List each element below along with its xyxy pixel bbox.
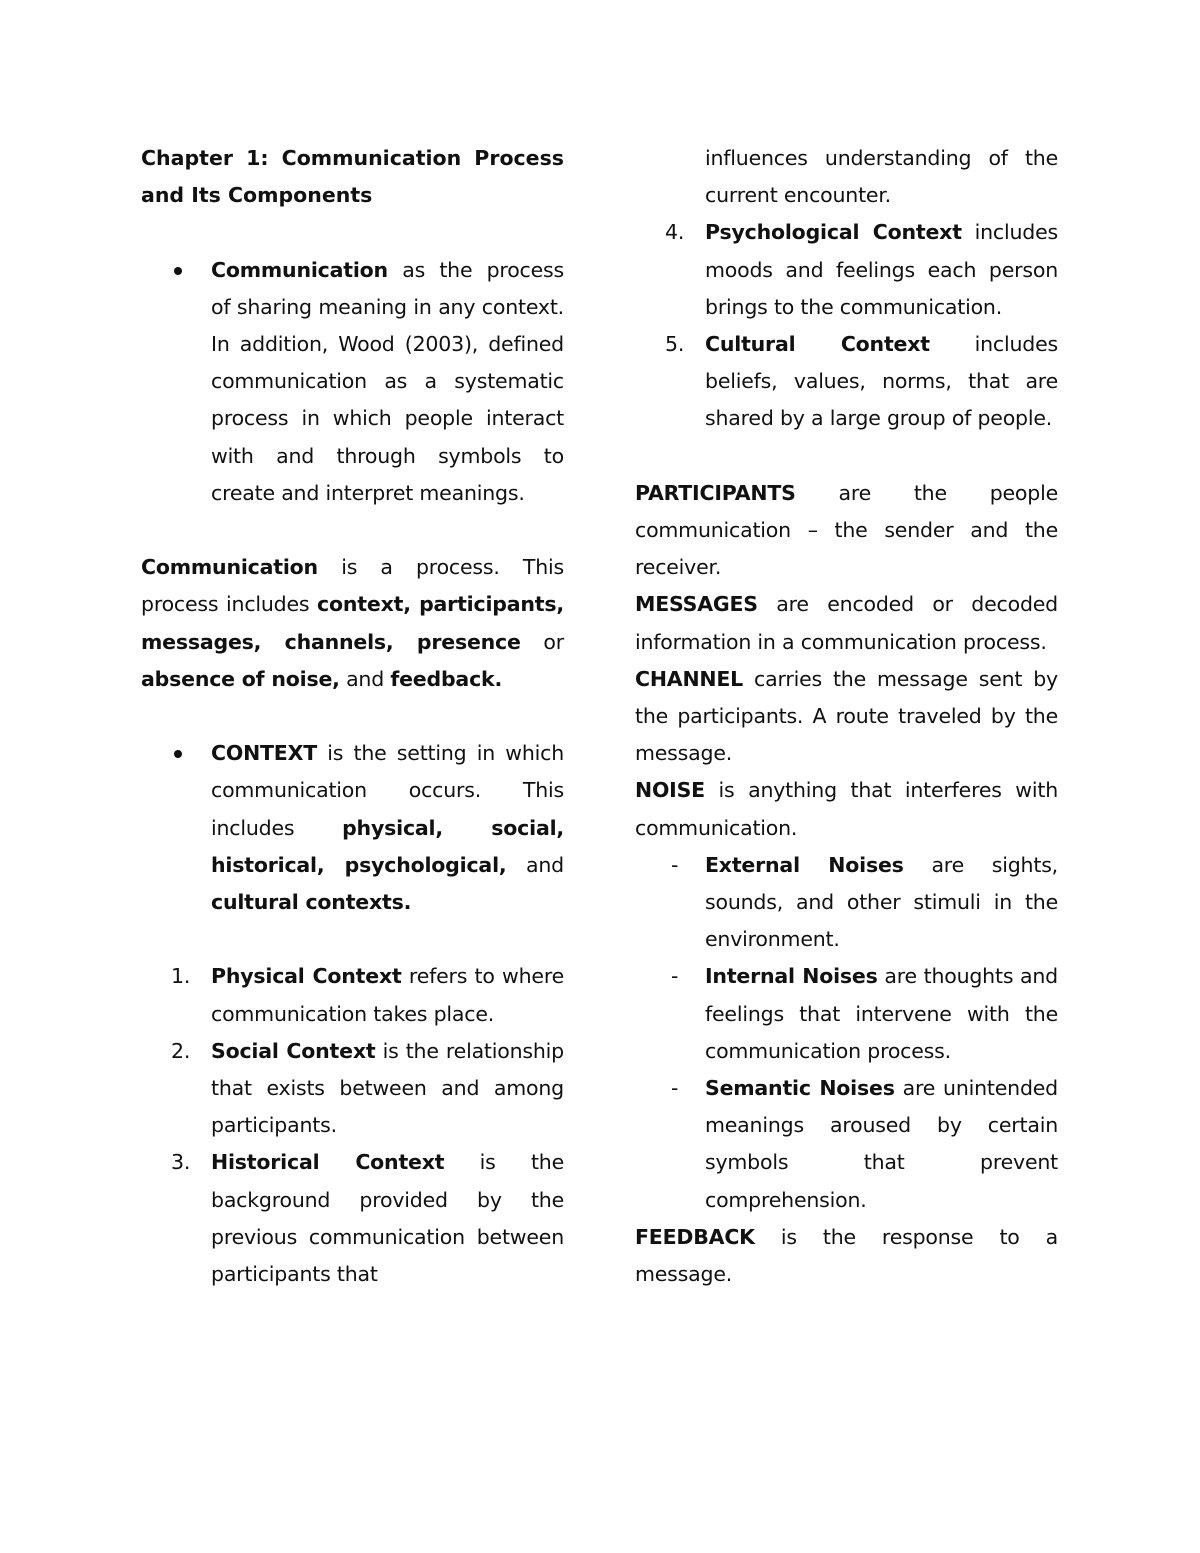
term: CONTEXT: [211, 741, 318, 766]
term: absence of noise,: [141, 666, 340, 691]
participants-paragraph: [635, 475, 1058, 587]
noise-paragraph: [635, 772, 1058, 846]
term: Historical Context: [211, 1150, 445, 1175]
text: are unintended meanings aroused by certain symbols that prevent comprehension.: [705, 1076, 1058, 1212]
text: includes beliefs, values, norms, that are shared by a large group of people.: [705, 332, 1058, 431]
dash-marker: -: [671, 852, 679, 877]
text: or: [520, 629, 565, 654]
context-item: [141, 735, 564, 921]
term: cultural contexts.: [211, 890, 412, 915]
term: PARTICIPANTS: [635, 480, 796, 505]
process-paragraph: [141, 549, 564, 698]
noise-item: [635, 958, 1058, 1070]
list-item: [635, 214, 1058, 326]
list-number: 1.: [171, 964, 191, 989]
text: refers to where communication takes place.: [211, 964, 565, 1026]
text: carries the message sent by the participants. A route traveled by the message.: [635, 666, 1058, 766]
term: MESSAGES: [635, 592, 758, 617]
term: Communication: [211, 257, 388, 282]
term: FEEDBACK: [635, 1224, 755, 1249]
feedback-paragraph: [635, 1219, 1058, 1293]
text: are encoded or decoded information in a communication process.: [635, 592, 1058, 654]
list-number: 3.: [171, 1150, 191, 1175]
dash-marker: -: [671, 1076, 679, 1101]
text: are sights, sounds, and other stimuli in the environment.: [705, 852, 1058, 952]
text: includes moods and feelings each person brings to the communication.: [705, 220, 1058, 319]
text: and: [339, 666, 391, 691]
text: are thoughts and feelings that intervene with the communication process.: [705, 964, 1058, 1063]
term: NOISE: [635, 778, 705, 803]
term: context, participants, messages, channels, presence: [141, 592, 564, 654]
chapter-title: Chapter 1: Communication Process and Its Components: [141, 146, 564, 208]
text: is anything that interferes with communication.: [635, 778, 1058, 840]
term: physical, social, historical, psychological,: [211, 815, 564, 877]
text: are the people communication – the sender and the receiver.: [635, 480, 1058, 580]
communication-definition-item: [141, 252, 564, 512]
list-number: 2.: [171, 1038, 191, 1063]
term: External Noises: [705, 852, 904, 877]
text: influences understanding of the current encounter.: [705, 146, 1058, 208]
term: Physical Context: [211, 964, 402, 989]
left-column: [141, 140, 564, 1293]
list-item: [141, 958, 564, 1032]
bullet-icon: [174, 267, 182, 275]
text: is the response to a message.: [635, 1224, 1058, 1287]
term: CHANNEL: [635, 666, 744, 691]
list-number: 4.: [665, 220, 685, 245]
term: Semantic Noises: [705, 1076, 895, 1101]
term: feedback.: [390, 666, 503, 691]
channel-paragraph: [635, 661, 1058, 773]
messages-paragraph: [635, 586, 1058, 660]
term: Cultural Context: [705, 332, 930, 357]
term: Communication: [141, 555, 318, 580]
text: is a process. This process includes: [141, 555, 564, 617]
text: is the relationship that exists between and among participants.: [211, 1038, 564, 1138]
list-item: [141, 1033, 564, 1145]
list-item: [635, 326, 1058, 438]
noise-item: [635, 1070, 1058, 1219]
definition-text: as the process of sharing meaning in any context. In addition, Wood (2003), defined communication as a systematic process in which people interact with and through symbols to create and interpret meanings.: [211, 257, 564, 505]
list-item: [141, 1144, 564, 1293]
right-column: [635, 140, 1058, 1293]
term: Internal Noises: [705, 964, 878, 989]
text: is the background provided by the previous communication between participants that: [211, 1150, 565, 1287]
list-continuation: [635, 140, 1058, 214]
text: is the setting in which communication occurs. This includes: [211, 741, 564, 840]
list-number: 5.: [665, 332, 685, 357]
text: and: [506, 852, 564, 877]
term: Psychological Context: [705, 220, 962, 245]
noise-item: [635, 847, 1058, 959]
bullet-icon: [174, 750, 182, 758]
dash-marker: -: [671, 964, 679, 989]
term: Social Context: [211, 1038, 376, 1063]
